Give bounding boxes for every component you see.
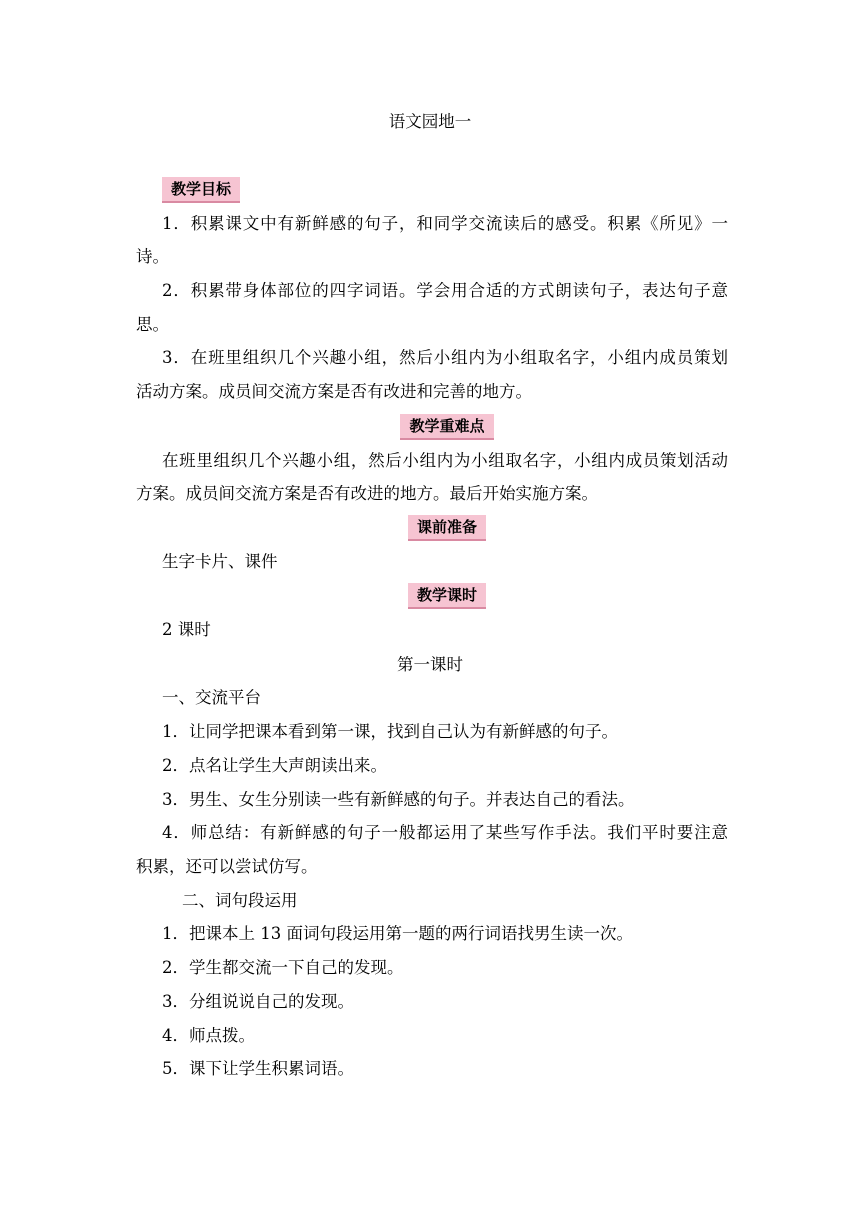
part-1-item-2: 2．点名让学生大声朗读出来。: [162, 756, 387, 775]
part-1-heading: 一、交流平台: [162, 688, 261, 707]
lesson-1-title: 第一课时: [397, 655, 463, 674]
goal-1-line-2: 诗。: [136, 247, 169, 266]
goal-2-line-1: 2．积累带身体部位的四字词语。学会用合适的方式朗读句子，表达句子意: [162, 281, 728, 300]
key-points-line-2: 方案。成员间交流方案是否有改进的地方。最后开始实施方案。: [136, 484, 598, 503]
hours-text: 2 课时: [162, 620, 211, 639]
part-1-item-4-line-2: 积累，还可以尝试仿写。: [136, 857, 318, 876]
goal-1-line-1: 1．积累课文中有新鲜感的句子，和同学交流读后的感受。积累《所见》一: [162, 214, 728, 233]
section-tag-goals: 教学目标: [162, 177, 240, 203]
part-2-item-1: 1．把课本上 13 面词句段运用第一题的两行词语找男生读一次。: [162, 924, 633, 943]
goal-3-line-2: 活动方案。成员间交流方案是否有改进和完善的地方。: [136, 382, 532, 401]
part-1-item-1: 1．让同学把课本看到第一课，找到自己认为有新鲜感的句子。: [162, 722, 618, 741]
section-tag-key-points: 教学重难点: [400, 414, 494, 440]
section-tag-hours: 教学课时: [408, 583, 486, 609]
key-points-line-1: 在班里组织几个兴趣小组，然后小组内为小组取名字，小组内成员策划活动: [162, 451, 728, 470]
part-2-item-4: 4．师点拨。: [162, 1026, 255, 1045]
part-2-item-5: 5．课下让学生积累词语。: [162, 1059, 354, 1078]
part-1-item-4-line-1: 4．师总结：有新鲜感的句子一般都运用了某些写作手法。我们平时要注意: [162, 823, 728, 842]
goal-3-line-1: 3．在班里组织几个兴趣小组，然后小组内为小组取名字，小组内成员策划: [162, 348, 728, 367]
page-title: 语文园地一: [388, 112, 472, 131]
part-2-item-3: 3．分组说说自己的发现。: [162, 992, 354, 1011]
preparation-text: 生字卡片、课件: [162, 552, 278, 571]
goal-2-line-2: 思。: [136, 315, 169, 334]
part-1-item-3: 3．男生、女生分别读一些有新鲜感的句子。并表达自己的看法。: [162, 790, 635, 809]
section-tag-preparation: 课前准备: [408, 515, 486, 541]
part-2-heading: 二、词句段运用: [182, 891, 298, 910]
part-2-item-2: 2．学生都交流一下自己的发现。: [162, 958, 404, 977]
